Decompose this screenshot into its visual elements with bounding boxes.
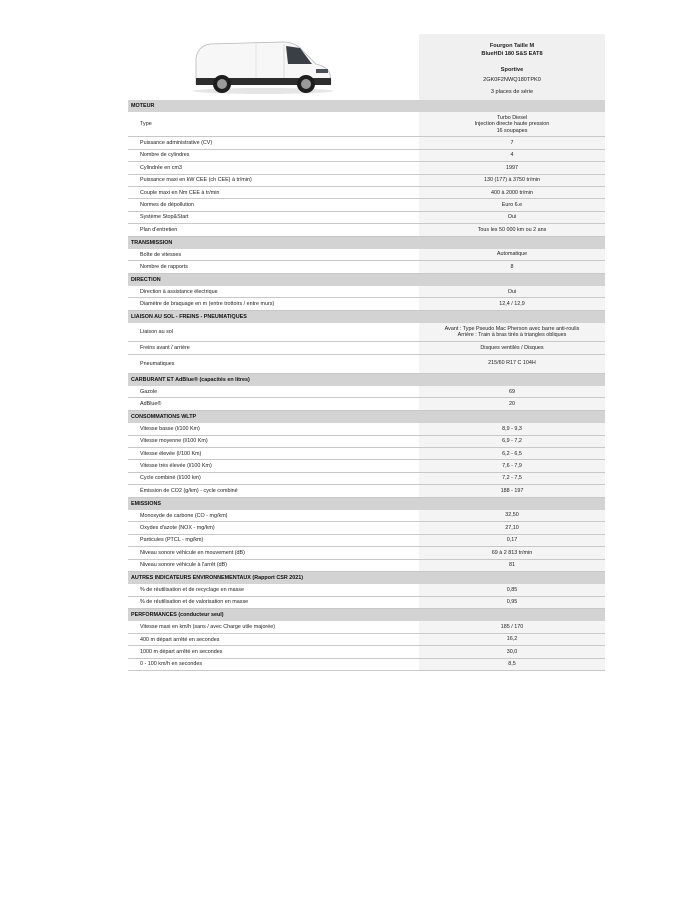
spec-row <box>128 473 605 485</box>
spec-label: Direction à assistance électrique <box>140 288 218 295</box>
spec-row <box>128 485 605 497</box>
spec-label: Cylindrée en cm3 <box>140 164 182 171</box>
spec-row <box>128 187 605 199</box>
spec-row <box>128 175 605 187</box>
spec-value: Disques ventilés / Disques <box>419 342 605 353</box>
spec-value: 8,5 <box>419 659 605 670</box>
spec-row <box>128 323 605 342</box>
spec-label: Couple maxi en Nm CEE à tr/min <box>140 189 220 196</box>
model-line-1: Fourgon Taille M <box>489 43 535 49</box>
spec-row <box>128 261 605 273</box>
spec-value: 69 <box>419 386 605 397</box>
spec-row <box>128 398 605 410</box>
spec-label: 1000 m départ arrêté en secondes <box>140 648 223 655</box>
spec-value: Euro 6.e <box>419 199 605 210</box>
spec-value: 30,0 <box>419 646 605 657</box>
spec-row <box>128 535 605 547</box>
spec-label: Nombre de cylindres <box>140 152 190 159</box>
spec-row <box>128 584 605 596</box>
spec-label: Diamètre de braquage en m (entre trottoirs / entre murs) <box>140 301 275 308</box>
spec-value: 185 / 170 <box>419 621 605 632</box>
section-header: EMISSIONS <box>128 498 605 510</box>
spec-row <box>128 286 605 298</box>
spec-value: 69 à 2 813 tr/min <box>419 547 605 558</box>
spec-value: 20 <box>419 398 605 409</box>
section-header: MOTEUR <box>128 100 605 112</box>
spec-value: Oui <box>419 212 605 223</box>
van-image <box>188 36 338 96</box>
spec-label: Particules (PTCL - mg/km) <box>140 537 204 544</box>
spec-sheet <box>128 34 605 671</box>
spec-row <box>128 112 605 137</box>
trim-name: Sportive <box>500 67 524 73</box>
spec-row <box>128 634 605 646</box>
spec-label: Vitesse maxi en km/h (sans / avec Charge utile majorée) <box>140 624 276 631</box>
spec-value: 4 <box>419 150 605 161</box>
spec-value: 188 - 197 <box>419 485 605 496</box>
spec-row <box>128 423 605 435</box>
variant-header <box>419 34 605 100</box>
spec-row <box>128 448 605 460</box>
spec-label: Vitesse moyenne (l/100 Km) <box>140 438 208 445</box>
spec-value: 16,2 <box>419 634 605 645</box>
spec-table <box>128 100 605 671</box>
spec-row <box>128 162 605 174</box>
spec-label: Boîte de vitesses <box>140 251 182 258</box>
section-header: CARBURANT ET AdBlue® (capacités en litres) <box>128 374 605 386</box>
spec-label: % de réutilisation et de recyclage en masse <box>140 586 244 593</box>
spec-value: 32,50 <box>419 510 605 521</box>
spec-label: Monoxyde de carbone (CO - mg/km) <box>140 512 228 519</box>
section-header: TRANSMISSION <box>128 237 605 249</box>
spec-value: Automatique <box>419 249 605 260</box>
spec-value: 0,85 <box>419 584 605 595</box>
spec-value: 400 à 2000 tr/min <box>419 187 605 198</box>
spec-label: Pneumatiques <box>140 360 175 367</box>
spec-value: 8 <box>419 261 605 272</box>
spec-value: 27,10 <box>419 522 605 533</box>
spec-row <box>128 342 605 354</box>
spec-value: 6,9 - 7,2 <box>419 436 605 447</box>
spec-label: Gazole <box>140 388 158 395</box>
spec-label: Normes de dépollution <box>140 202 194 209</box>
spec-value: 130 (177) à 3750 tr/min <box>419 175 605 186</box>
spec-row <box>128 386 605 398</box>
spec-row <box>128 249 605 261</box>
spec-row <box>128 436 605 448</box>
section-header: DIRECTION <box>128 274 605 286</box>
spec-row <box>128 522 605 534</box>
spec-row <box>128 510 605 522</box>
section-header: CONSOMMATIONS WLTP <box>128 411 605 423</box>
spec-value: 0,95 <box>419 597 605 608</box>
spec-row <box>128 224 605 236</box>
spec-value: Avant : Type Pseudo Mac Pherson avec barre anti-roulis Arrière : Train à bras tirés à triangles obliques <box>419 323 605 341</box>
spec-row <box>128 659 605 671</box>
spec-label: Type <box>140 121 152 128</box>
spec-row <box>128 460 605 472</box>
spec-row <box>128 212 605 224</box>
spec-row <box>128 355 605 374</box>
spec-label: Oxydes d'azote (NOX - mg/km) <box>140 525 215 532</box>
spec-row <box>128 621 605 633</box>
section-header: AUTRES INDICATEURS ENVIRONNEMENTAUX (Rapport CSR 2021) <box>128 572 605 584</box>
section-header: LIAISON AU SOL - FREINS - PNEUMATIQUES <box>128 311 605 323</box>
spec-label: Freins avant / arrière <box>140 344 190 351</box>
sheet-header <box>128 34 605 100</box>
section-header: PERFORMANCES (conducteur seul) <box>128 609 605 621</box>
spec-row <box>128 150 605 162</box>
spec-value: Oui <box>419 286 605 297</box>
spec-value: 7,2 - 7,5 <box>419 473 605 484</box>
spec-value: Tous les 50 000 km ou 2 ans <box>419 224 605 235</box>
spec-row <box>128 560 605 572</box>
spec-value: 6,2 - 6,5 <box>419 448 605 459</box>
spec-value: 1997 <box>419 162 605 173</box>
seats-info: 3 places de série <box>490 89 534 95</box>
spec-label: Puissance administrative (CV) <box>140 140 213 147</box>
spec-value: 7 <box>419 137 605 148</box>
spec-row <box>128 137 605 149</box>
spec-row <box>128 298 605 310</box>
spec-label: Niveau sonore véhicule à l'arrêt (dB) <box>140 562 228 569</box>
spec-label: Niveau sonore véhicule en mouvement (dB) <box>140 549 245 556</box>
spec-label: 0 - 100 km/h en secondes <box>140 661 203 668</box>
spec-label: Cycle combiné (l/100 km) <box>140 475 201 482</box>
spec-label: Système Stop&Start <box>140 214 189 221</box>
spec-label: Liaison au sol <box>140 329 173 336</box>
spec-value: 7,6 - 7,9 <box>419 460 605 471</box>
spec-value: 81 <box>419 560 605 571</box>
model-code: 2GK0F2NWQ180TPK0 <box>483 77 541 83</box>
spec-label: Vitesse basse (l/100 Km) <box>140 425 200 432</box>
spec-row <box>128 597 605 609</box>
spec-row <box>128 646 605 658</box>
model-line-2: BlueHDi 180 S&S EAT8 <box>481 51 543 57</box>
spec-label: AdBlue® <box>140 401 162 408</box>
spec-label: Vitesse très élevée (l/100 Km) <box>140 463 212 470</box>
spec-label: 400 m départ arrêté en secondes <box>140 636 220 643</box>
spec-label: Nombre de rapports <box>140 263 188 270</box>
spec-label: Puissance maxi en kW CEE (ch CEE) à tr/min) <box>140 177 252 184</box>
spec-label: Plan d'entretien <box>140 226 178 233</box>
spec-label: Vitesse élevée (l/100 Km) <box>140 450 202 457</box>
spec-label: % de réutilisation et de valorisation en masse <box>140 599 249 606</box>
spec-value: 12,4 / 12,9 <box>419 298 605 309</box>
spec-value: 215/60 R17 C 104H <box>419 355 605 373</box>
spec-label: Émission de CO2 (g/km) - cycle combiné <box>140 487 238 494</box>
spec-value: 0,17 <box>419 535 605 546</box>
spec-value: 8,9 - 9,3 <box>419 423 605 434</box>
spec-row <box>128 199 605 211</box>
spec-row <box>128 547 605 559</box>
spec-value: Turbo Diesel Injection directe haute pression 16 soupapes <box>419 112 605 136</box>
